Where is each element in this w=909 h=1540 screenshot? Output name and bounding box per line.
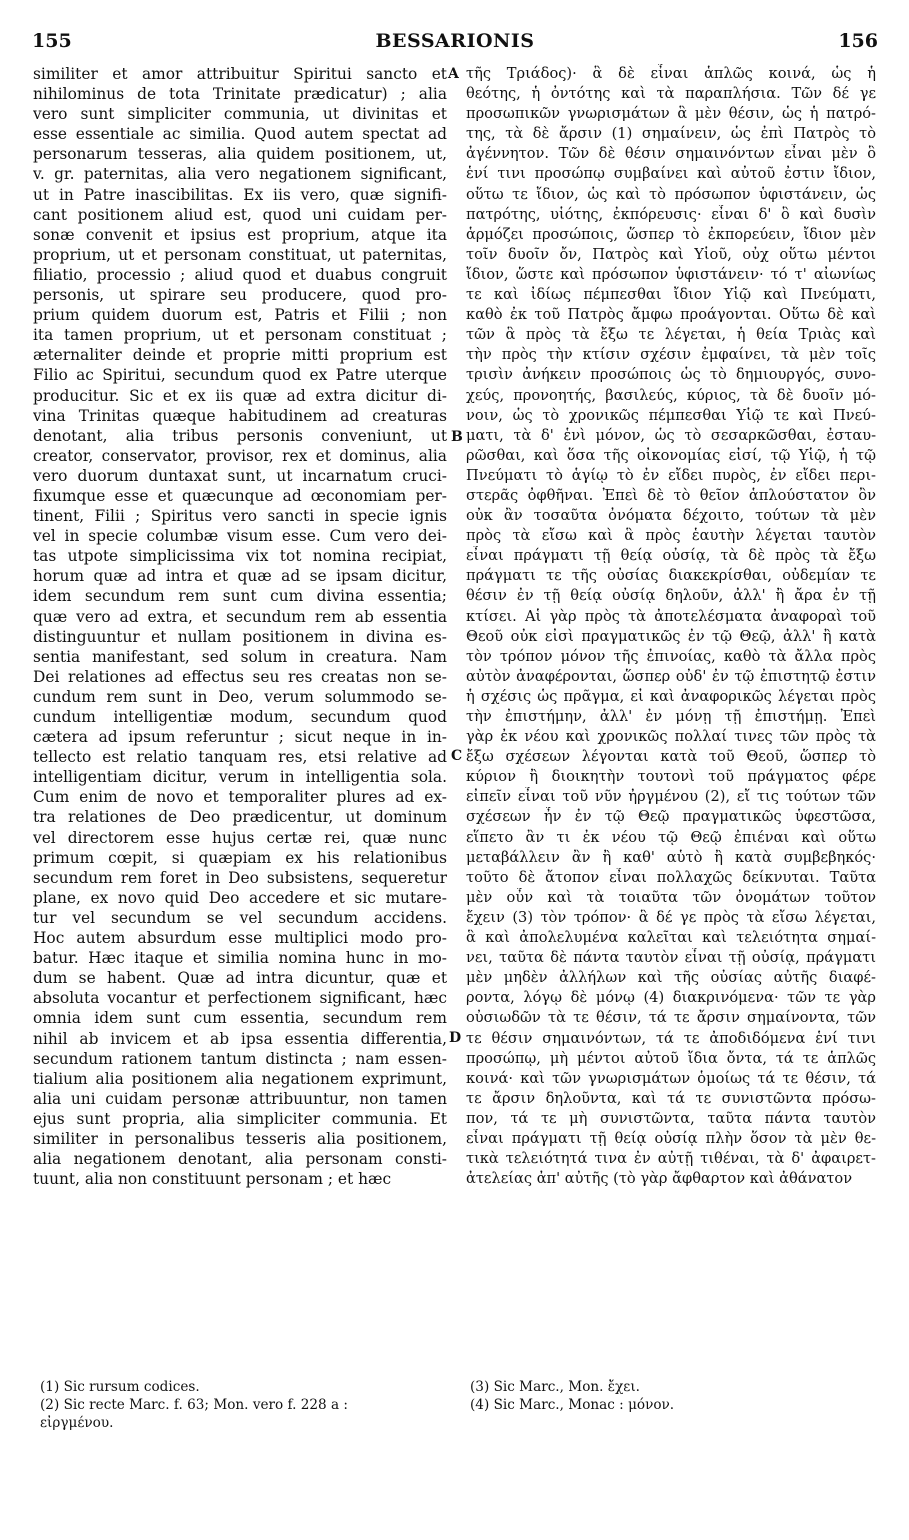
text-line: ἴδιον, ὥστε καὶ πρόσωπον ὑφιστάνειν· τό τ' αἰωνίως	[466, 265, 876, 283]
text-line: alia uni cuidam personæ attribuuntur, non tamen	[33, 1089, 447, 1108]
text-line: sonæ convenit et ipsius est proprium, atque ita	[33, 225, 447, 244]
text-line: τὸν τρόπον μόνον τῆς ἐπινοίας, καθὸ τὰ ἄλλα πρὸς	[466, 647, 876, 665]
text-line: Πνεύματι τὸ ἁγίῳ τὸ ἐν εἴδει πυρὸς, ἐν εἴδει περι-	[466, 466, 876, 484]
text-line: τε θέσιν σημαινόντων, τά τε ἀποδιδόμενα ἑνί τινι	[466, 1029, 876, 1047]
text-line: καθὸ ἐκ τοῦ Πατρὸς ἄμφω προάγονται. Οὕτω δὲ καὶ	[466, 306, 876, 324]
text-line: creator, conservator, provisor, rex et dominus, alia	[33, 446, 447, 465]
text-line: secundum rationem tantum distincta ; nam essen-	[33, 1049, 447, 1068]
text-line: τε καὶ ἰδίως πέμπεσθαι ἴδιον Υἱῷ καὶ Πνεύματι,	[466, 286, 876, 304]
text-line: personis, ut spirare seu producere, quod pro-	[33, 286, 447, 305]
text-line: ροντα, λόγῳ δὲ μόνῳ (4) διακρινόμενα· τῶν τε γὰρ	[466, 989, 876, 1007]
running-header	[32, 30, 878, 58]
text-line: πατρότης, υἱότης, ἐκπόρευσις· εἶναι δ' ὃ καὶ δυσὶν	[466, 205, 876, 223]
text-line: θεότης, ἡ ὀντότης καὶ τὰ παραπλήσια. Τῶν δέ γε	[466, 85, 876, 103]
text-line: γὰρ ἐκ νέου καὶ χρονικῶς πολλαί τινες τῶν πρὸς τὰ	[466, 728, 876, 746]
text-line: μεταβάλλειν ἂν ἢ καθ' αὑτὸ ἢ κατὰ συμβεβηκός·	[466, 848, 876, 866]
text-line: ita tamen proprium, ut et personam constituat ;	[33, 326, 447, 345]
text-line: vel in specie columbæ visum esse. Cum vero dei-	[33, 527, 447, 546]
text-line: ἀγέννητον. Τῶν δὲ θέσιν σημαινόντων εἶναι μὲν ὃ	[466, 145, 876, 163]
text-line: ρῶσθαι, καὶ ὅσα τῆς οἰκονομίας εἰσί, τῷ Υἱῷ, ἡ τῷ	[466, 446, 876, 464]
text-line: κύριον ἢ διοικητὴν τουτονὶ τοῦ πράγματος φέρε	[466, 768, 876, 786]
text-line: proprium, ut et personam constituat, ut paternitas,	[33, 245, 447, 264]
text-line: fixumque esse et quæcunque ad œconomiam per-	[33, 486, 447, 505]
page-number-left: 155	[32, 30, 72, 52]
text-line: αὐτὸν ἀναφέρονται, ὥσπερ οὐδ' ἐν τῷ ἐπιστητῷ ἐστιν	[466, 667, 876, 685]
footnote-1: (1) Sic rursum codices.	[40, 1379, 200, 1395]
text-line: της, τὰ δὲ ἄρσιν (1) σημαίνειν, ὡς ἐπὶ Πατρὸς τὸ	[466, 125, 876, 143]
text-line: τικὰ τελειότητά τινα ἐν αὐτῇ τιθέναι, τὰ δ' ἀφαιρετ-	[466, 1150, 876, 1168]
text-line: εἰπεῖν εἶναι τοῦ νῦν ἠργμένου (2), εἴ τις τούτων τῶν	[466, 788, 876, 806]
greek-column	[466, 64, 876, 1189]
text-line: æternaliter deinde et proprie mitti proprium est	[33, 346, 447, 365]
text-line: ἡ σχέσις ὡς πρᾶγμα, εἰ καὶ ἀναφορικῶς λέγεται πρὸς	[466, 687, 876, 705]
text-line: omnia idem sunt cum essentia, secundum rem	[33, 1009, 447, 1028]
text-line: dum se habent. Quæ ad intra dicuntur, quæ et	[33, 969, 447, 988]
text-line: primum cœpit, si quæpiam ex his relationibus	[33, 848, 447, 867]
text-line: similiter et amor attribuitur Spiritui sancto et	[33, 65, 447, 83]
text-line: ut in Patre inascibilitas. Ex iis vero, quæ signifi-	[33, 185, 447, 204]
text-line: Cum enim de novo et temporaliter plures ad ex-	[33, 788, 447, 807]
text-line: Θεοῦ οὐκ εἰσὶ πραγματικῶς ἐν τῷ Θεῷ, ἀλλ' ἢ κατὰ	[466, 627, 876, 645]
text-line: idem secundum rem sunt cum divina essentia;	[33, 587, 447, 606]
margin-letter-d: D	[449, 1030, 462, 1046]
text-line: ἔχειν (3) τὸν τρόπον· ἃ δέ γε πρὸς τὰ εἴσω λέγεται,	[466, 908, 876, 926]
text-line: εἶναι πράγματι τῇ θείᾳ οὐσίᾳ πλὴν ὅσον τὰ μὲν θε-	[466, 1129, 876, 1147]
text-line: horum quæ ad intra et quæ ad se ipsam dicitur,	[33, 567, 447, 586]
text-line: similiter in personalibus tesseris alia positionem,	[33, 1129, 447, 1148]
text-line: πράγματι τε τῆς οὐσίας διακεκρίσθαι, οὐδεμίαν τε	[466, 567, 876, 585]
text-line: νοιν, ὡς τὸ χρονικῶς πέμπεσθαι Υἱῷ τε καὶ Πνεύ-	[466, 406, 876, 424]
text-line: distinguuntur et nullam positionem in divina es-	[33, 627, 447, 646]
footnote-2: (2) Sic recte Marc. f. 63; Mon. vero f. 228 a :	[40, 1397, 349, 1413]
text-line: tinent, Filii ; Spiritus vero sancti in specie ignis	[33, 507, 447, 526]
text-line: producitur. Sic et ex iis quæ ad extra dicitur di-	[33, 386, 447, 405]
text-line: ἑνί τινι προσώπῳ συμβαίνει καὶ αὐτοῦ ἐστιν ἴδιον,	[466, 165, 876, 183]
text-line: χεύς, προνοητής, βασιλεύς, κύριος, τὰ δὲ δυοῖν μό-	[466, 386, 876, 404]
text-line: ejus sunt propria, alia simpliciter communia. Et	[33, 1109, 447, 1128]
text-line: vero sunt simpliciter communia, ut divinitas et	[33, 105, 447, 124]
text-line: κτίσει. Αἱ γὰρ πρὸς τὰ ἀποτελέσματα ἀναφοραὶ τοῦ	[466, 607, 876, 625]
text-line: alia negationem denotant, alia personam consti-	[33, 1150, 447, 1169]
text-line: vina Trinitas quæque habitudinem ad creaturas	[33, 406, 447, 425]
text-line: εἶναι πράγματι τῇ θείᾳ οὐσίᾳ, τὰ δὲ πρὸς τὰ ἔξω	[466, 547, 876, 565]
text-line: Dei relationes ad effectus seu res creatas non se-	[33, 667, 447, 686]
text-line: tra relationes de Deo prædicentur, ut dominum	[33, 808, 447, 827]
footnote-4: (4) Sic Marc., Monac : μόνον.	[470, 1397, 675, 1413]
text-line: v. gr. paternitas, alia vero negationem significant,	[33, 165, 447, 184]
text-line: cundum intelligentiæ modum, secundum quod	[33, 708, 447, 726]
text-line: quæ vero ad extra, et secundum rem ab essentia	[33, 607, 447, 626]
text-line: προσώπῳ, μὴ μέντοι αὐτοῦ ἴδια ὄντα, τά τε ἁπλῶς	[466, 1049, 876, 1067]
text-line: vero duorum duntaxat sunt, ut incarnatum cruci-	[33, 466, 447, 485]
text-line: plane, ex novo quid Deo accedere et sic mutare-	[33, 888, 447, 907]
margin-letter-b: B	[451, 429, 463, 445]
text-line: personarum tesseras, alia quidem positionem, ut,	[33, 145, 447, 164]
text-line: μὲν οὖν καὶ τὰ τοιαῦτα τῶν ὀνομάτων τοῦτον	[466, 888, 876, 906]
text-line: tellecto est relatio tanquam res, etsi relative ad	[33, 748, 447, 767]
text-line: προσωπικῶν γνωρισμάτων ἃ μὲν θέσιν, ὡς ἡ πατρό-	[466, 105, 876, 123]
text-line: στερᾶς ὀφθῆναι. Ἐπεὶ δὲ τὸ θεῖον ἁπλούστατον ὂν	[466, 486, 876, 504]
text-line: denotant, alia tribus personis conveniunt, ut	[33, 426, 447, 445]
text-line: ἁρμόζει προσώποις, ὥσπερ τὸ ἐκπορεύειν, ἴδιον μὲν	[466, 225, 876, 243]
footnote-3: (3) Sic Marc., Mon. ἔχει.	[470, 1379, 640, 1395]
text-line: θέσιν ἐν τῇ θείᾳ οὐσίᾳ δηλοῦν, ἀλλ' ἢ ἄρα ἐν τῇ	[466, 587, 876, 605]
margin-letter-a: A	[448, 66, 459, 82]
text-line: Hoc autem absurdum esse multiplici modo pro-	[33, 929, 447, 948]
text-line: filiatio, processio ; aliud quod et duabus congruit	[33, 265, 447, 284]
text-line: Filio ac Spiritui, secundum quod ex Patre uterque	[33, 366, 447, 385]
text-line: ματι, τὰ δ' ἑνὶ μόνον, ὡς τὸ σεσαρκῶσθαι, ἐσταυ-	[466, 426, 876, 444]
text-line: tas utpote simplicissima vix tot nomina recipiat,	[33, 547, 447, 566]
text-line: cant positionem aliud est, quod uni cuidam per-	[33, 205, 447, 224]
text-line: τῶν ἃ πρὸς τὰ ἔξω τε λέγεται, ἡ θεία Τριὰς καὶ	[466, 326, 876, 344]
text-line: κοινά· καὶ τῶν γνωρισμάτων ὁμοίως τά τε θέσιν, τά	[466, 1069, 876, 1087]
text-line: absoluta vocantur et perfectionem significant, hæc	[33, 989, 447, 1008]
text-line: ἀτελείας ἀπ' αὐτῆς (τὸ γὰρ ἄφθαρτον καὶ ἀθάνατον	[466, 1170, 853, 1188]
text-line: τὴν ἐπιστήμην, ἀλλ' ἐν μόνῃ τῇ ἐπιστήμῃ. Ἐπεὶ	[466, 708, 876, 725]
text-line: intelligentiam dicitur, verum in intelligentia sola.	[33, 768, 447, 787]
text-line: τρισὶν ἀνήκειν προσώποις ὡς τὸ δημιουργός, συνο-	[466, 366, 876, 384]
text-line: τῆς Τριάδος)· ἃ δὲ εἶναι ἁπλῶς κοινά, ὡς ἡ	[466, 65, 876, 82]
text-line: tialium alia positionem alia negationem exprimunt,	[33, 1069, 447, 1088]
text-line: τὴν πρὸς τὴν κτίσιν σχέσιν ἐμφαίνει, τὰ μὲν τοῖς	[466, 346, 876, 364]
footnote-2-cont: εἰργμένου.	[40, 1415, 114, 1431]
text-line: πρὸς τὰ εἴσω καὶ ἃ πρὸς ἑαυτὴν λέγεται ταυτὸν	[466, 527, 876, 545]
text-line: nihilominus de tota Trinitate prædicatur) ; alia	[33, 85, 447, 104]
text-line: cætera ad ipsum referuntur ; sicut neque in in-	[33, 728, 447, 747]
text-line: νει, ταῦτα δὲ πάντα ταυτὸν εἶναι τῇ οὐσίᾳ, πράγματι	[466, 949, 876, 967]
text-line: nihil ab invicem et ab ipsa essentia differentia,	[33, 1029, 447, 1048]
text-line: μὲν μηδὲν ἀλλήλων καὶ τῆς οὐσίας αὐτῆς διαφέ-	[466, 969, 876, 987]
text-line: tur vel secundum se vel secundum accidens.	[33, 908, 447, 927]
text-line: ἔξω σχέσεων λέγονται κατὰ τοῦ Θεοῦ, ὥσπερ τὸ	[466, 748, 876, 766]
text-line: τε ἄρσιν δηλοῦντα, καὶ τά τε συνιστῶντα πρόσω-	[466, 1089, 876, 1107]
text-line: prium quidem duorum est, Patris et Filii ; non	[33, 306, 447, 325]
text-line: esse essentiale ac similia. Quod autem spectat ad	[33, 125, 447, 144]
text-line: οὐκ ἂν τοσαῦτα ὀνόματα δέχοιτο, τούτων τὰ μὲν	[466, 507, 876, 525]
text-line: τοῖν δυοῖν ὄν, Πατρὸς καὶ Υἱοῦ, οὐχ οὕτω μέντοι	[466, 245, 876, 263]
text-line: τοῦτο δὲ ἄτοπον εἶναι πολλαχῶς δείκνυται. Ταῦτα	[466, 868, 876, 886]
text-line: οὕτω τε ἴδιον, ὡς καὶ τὸ πρόσωπον ὑφιστάνειν, ὡς	[466, 185, 876, 203]
page-number-right: 156	[838, 30, 878, 52]
text-line: vel directorem esse hujus certæ rei, quæ nunc	[33, 828, 447, 847]
text-line: sentia manifestant, sed solum in creatura. Nam	[33, 647, 447, 666]
text-line: batur. Hæc itaque et similia nomina hunc in mo-	[33, 949, 447, 968]
footnotes-latin	[40, 1378, 450, 1432]
text-line: οὐσιωδῶν τὰ τε θέσιν, τά τε ἄρσιν σημαίνοντα, τῶν	[466, 1009, 876, 1027]
footnotes-greek	[470, 1378, 870, 1414]
text-line: εἵπετο ἂν τι ἐκ νέου τῷ Θεῷ ἐπιέναι καὶ οὕτω	[466, 828, 876, 846]
text-line: σχέσεων ἦν ἐν τῷ Θεῷ πραγματικῶς ὑφεστῶσα,	[466, 808, 876, 826]
latin-column	[33, 64, 447, 1189]
text-line: cundum rem sunt in Deo, verum solummodo se-	[33, 687, 447, 706]
margin-letter-c: C	[451, 748, 463, 764]
running-title: BESSARIONIS	[375, 30, 535, 52]
text-line: tuunt, alia non constituunt personam ; et hæc	[33, 1170, 392, 1189]
text-line: ἃ καὶ ἀπολελυμένα καλεῖται καὶ τελειότητα σημαί-	[466, 929, 876, 947]
text-line: πον, τά τε μὴ συνιστῶντα, ταῦτα πάντα ταυτὸν	[466, 1109, 876, 1127]
text-line: secundum rem foret in Deo subsistens, sequeretur	[33, 868, 447, 887]
